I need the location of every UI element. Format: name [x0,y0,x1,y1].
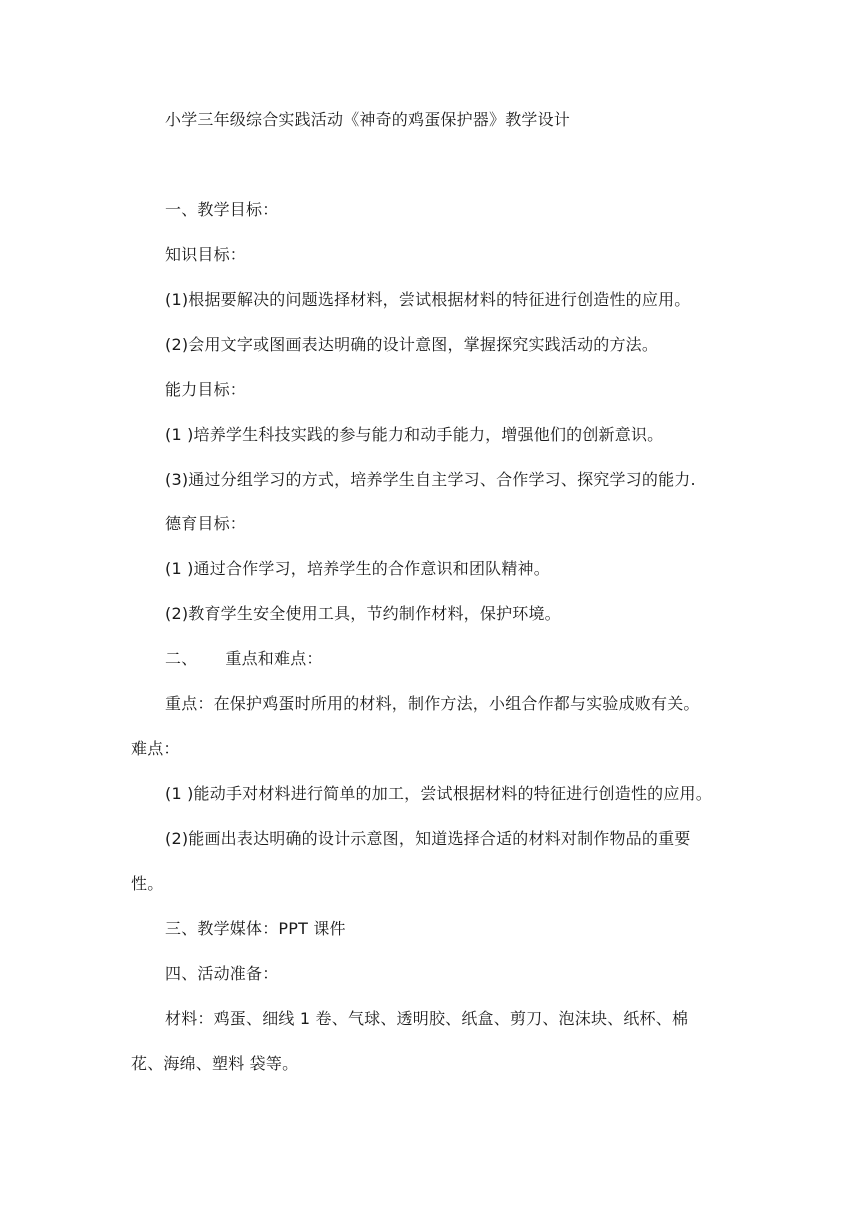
section-3-heading: 三、教学媒体：PPT 课件 [165,919,346,938]
moral-goal-2: (2)教育学生安全使用工具，节约制作材料，保护环境。 [165,604,561,623]
materials-line-2: 花、海绵、塑料 袋等。 [131,1054,299,1073]
ability-goal-3: (3)通过分组学习的方式，培养学生自主学习、合作学习、探究学习的能力. [165,470,696,489]
document-title: 小学三年级综合实践活动《神奇的鸡蛋保护器》教学设计 [165,110,571,129]
section-4-heading: 四、活动准备： [165,964,279,983]
difficulty-2-line-2: 性。 [131,874,164,893]
ability-goal-1: (1 )培养学生科技实践的参与能力和动手能力，增强他们的创新意识。 [165,425,664,444]
section-2-title: 重点和难点： [225,649,323,668]
moral-goal-1: (1 )通过合作学习，培养学生的合作意识和团队精神。 [165,559,550,578]
section-2-heading [165,649,323,669]
moral-goals-heading: 德育目标： [165,514,247,533]
knowledge-goal-2: (2)会用文字或图画表达明确的设计意图，掌握探究实践活动的方法。 [165,335,659,354]
knowledge-goals-heading: 知识目标： [165,245,247,264]
ability-goals-heading: 能力目标： [165,380,247,399]
difficulty-1: (1 )能动手对材料进行简单的加工，尝试根据材料的特征进行创造性的应用。 [165,784,712,803]
section-1-heading: 一、教学目标： [165,200,279,219]
materials-line-1: 材料：鸡蛋、细线 1 卷、气球、透明胶、纸盒、剪刀、泡沫块、纸杯、棉 [165,1009,689,1028]
difficulty-heading: 难点： [131,739,180,758]
knowledge-goal-1: (1)根据要解决的问题选择材料，尝试根据材料的特征进行创造性的应用。 [165,290,691,309]
key-point: 重点：在保护鸡蛋时所用的材料，制作方法，小组合作都与实验成败有关。 [165,694,700,713]
difficulty-2-line-1: (2)能画出表达明确的设计示意图，知道选择合适的材料对制作物品的重要 [165,829,691,848]
section-2-number: 二、 [165,649,198,668]
